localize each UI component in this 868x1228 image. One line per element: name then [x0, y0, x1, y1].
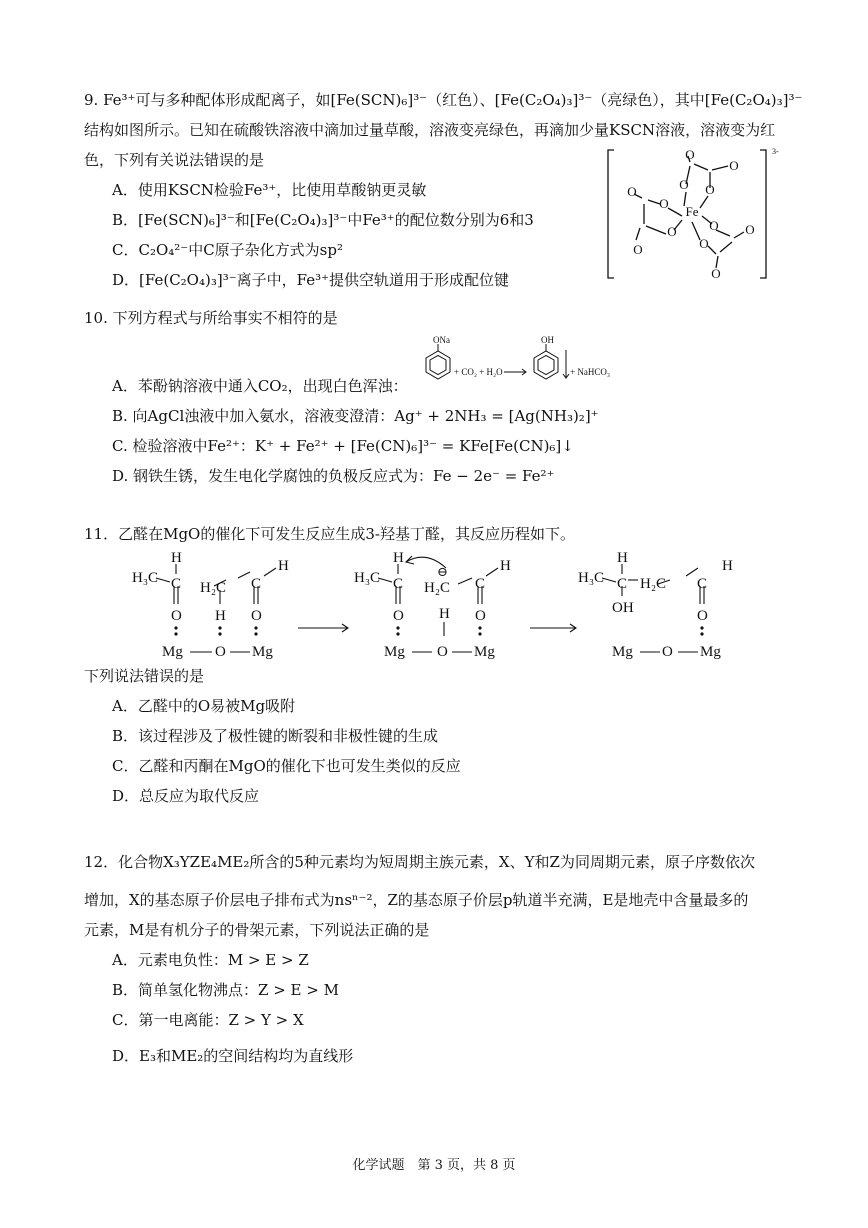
q10-option-b: B. 向AgCl浊液中加入氨水，溶液变澄清：Ag⁺ + 2NH₃ = [Ag(NH₃)₂]⁺	[112, 407, 599, 425]
structure-atom-label: H	[617, 550, 628, 566]
svg-text:O: O	[633, 242, 643, 257]
svg-text:O: O	[679, 177, 689, 192]
svg-text:O: O	[667, 224, 677, 239]
structure-atom-label: Mg	[162, 644, 183, 660]
q11-option-d: D．总反应为取代反应	[112, 787, 260, 805]
structure-atom-label: H	[393, 550, 404, 566]
q12-stem-line1: 12．化合物X₃YZE₄ME₂所含的5种元素均为短周期主族元素，X、Y和Z为同周期元素，原子序数依次	[84, 853, 755, 871]
structure-atom-label: C	[251, 576, 262, 592]
q9-stem-line2: 结构如图所示。已知在硫酸铁溶液中滴加过量草酸，溶液变亮绿色，再滴加少量KSCN溶液，溶液变为红	[84, 121, 776, 139]
svg-text:O: O	[729, 158, 739, 173]
structure-atom-label: O	[215, 644, 226, 660]
structure-atom-label: O	[437, 644, 448, 660]
structure-atom-label: Mg	[612, 644, 633, 660]
svg-text:O: O	[711, 266, 721, 281]
q9-option-b: B．[Fe(SCN)₆]³⁻和[Fe(C₂O₄)₃]³⁻中Fe³⁺的配位数分别为6和3	[112, 211, 534, 229]
fe-oxalate-structure	[604, 144, 786, 284]
structure-atom-label: O	[662, 644, 673, 660]
structure-atom-label: H	[278, 558, 289, 574]
q9-stem-line1: 9. Fe³⁺可与多种配体形成配离子，如[Fe(SCN)₆]³⁻（红色）、[Fe(C₂O₄)₃]³⁻（亮绿色），其中[Fe(C₂O₄)₃]³⁻	[84, 91, 803, 109]
q12-option-b: B．简单氢化物沸点：Z > E > M	[112, 981, 339, 999]
structure-atom-label: H₃C	[354, 570, 381, 586]
structure-atom-label: H₂C	[200, 580, 227, 596]
structure-atom-label: H	[439, 606, 450, 622]
structure-atom-label: O	[697, 608, 708, 624]
structure-atom-label: C	[697, 576, 708, 592]
structure-atom-label: O	[475, 608, 486, 624]
q12-stem-line2: 增加，X的基态原子价层电子排布式为nsⁿ⁻²，Z的基态原子价层p轨道半充满，E是地壳中含量最多的	[84, 891, 749, 909]
structure-atom-label: OH	[612, 600, 634, 616]
oh-group-label: OH	[541, 335, 554, 345]
fe-center-label: Fe	[685, 204, 699, 219]
structure-atom-label: H	[500, 558, 511, 574]
structure-atom-label: H₃C	[132, 570, 159, 586]
structure-atom-label: Mg	[474, 644, 495, 660]
svg-text:O: O	[659, 196, 669, 211]
svg-text:O: O	[627, 184, 637, 199]
structure-atom-label: Mg	[252, 644, 273, 660]
svg-text:O: O	[705, 182, 715, 197]
q11-option-c: C．乙醛和丙酮在MgO的催化下也可发生类似的反应	[112, 757, 461, 775]
structure-atom-label: H	[215, 608, 226, 624]
structure-atom-label: ⊖	[437, 564, 448, 579]
structure-atom-label: Mg	[700, 644, 721, 660]
q12-option-d: D．E₃和ME₂的空间结构均为直线形	[112, 1047, 354, 1065]
q10-option-d: D. 钢铁生锈，发生电化学腐蚀的负极反应式为：Fe − 2e⁻ = Fe²⁺	[112, 467, 555, 485]
aldol-mechanism-diagram	[126, 548, 766, 664]
structure-atom-label: C	[617, 576, 628, 592]
q11-sub-stem: 下列说法错误的是	[84, 667, 205, 685]
q11-stem: 11．乙醛在MgO的催化下可发生反应生成3-羟基丁醛，其反应历程如下。	[84, 525, 575, 543]
structure-atom-label: H₂C	[640, 576, 667, 592]
q12-option-c: C．第一电离能：Z > Y > X	[112, 1011, 304, 1029]
svg-text:O: O	[685, 147, 695, 162]
q11-option-b: B．该过程涉及了极性键的断裂和非极性键的生成	[112, 727, 439, 745]
structure-atom-label: H₃C	[578, 570, 605, 586]
q9-option-c: C．C₂O₄²⁻中C原子杂化方式为sp²	[112, 241, 343, 259]
structure-atom-label: Mg	[384, 644, 405, 660]
structure-atom-label: C	[171, 576, 182, 592]
q10-stem: 10. 下列方程式与所给事实不相符的是	[84, 309, 338, 327]
structure-atom-label: O	[251, 608, 262, 624]
svg-text:O: O	[745, 222, 755, 237]
q11-option-a: A．乙醛中的O易被Mg吸附	[112, 697, 296, 715]
co2-h2o-label: + CO₂ + H₂O	[454, 367, 503, 377]
q10-option-c: C. 检验溶液中Fe²⁺：K⁺ + Fe²⁺ + [Fe(CN)₆]³⁻ = KFe[Fe(CN)₆]↓	[112, 437, 574, 455]
page-footer: 化学试题 第 3 页，共 8 页	[352, 1158, 516, 1173]
q12-option-a: A．元素电负性：M > E > Z	[112, 951, 309, 969]
q10-option-a: A．苯酚钠溶液中通入CO₂，出现白色浑浊：	[112, 377, 408, 395]
structure-atom-label: O	[171, 608, 182, 624]
structure-atom-label: O	[393, 608, 404, 624]
structure-atom-label: C	[393, 576, 404, 592]
structure-atom-label: H	[722, 558, 733, 574]
q12-stem-line3: 元素，M是有机分子的骨架元素，下列说法正确的是	[84, 921, 430, 939]
structure-atom-label: C	[475, 576, 486, 592]
nahco3-label: + NaHCO₃	[570, 367, 610, 377]
charge-label: 3-	[772, 147, 779, 156]
structure-atom-label: H	[171, 550, 182, 566]
svg-text:O: O	[709, 218, 719, 233]
q9-stem-line3: 色，下列有关说法错误的是	[84, 151, 265, 169]
q9-option-a: A．使用KSCN检验Fe³⁺，比使用草酸钠更灵敏	[112, 181, 427, 199]
q9-option-d: D．[Fe(C₂O₄)₃]³⁻离子中，Fe³⁺提供空轨道用于形成配位键	[112, 271, 510, 289]
phenoxide-equation	[408, 332, 624, 396]
structure-atom-label: H₂C	[424, 580, 451, 596]
ona-group-label: ONa	[433, 335, 450, 345]
svg-text:O: O	[699, 236, 709, 251]
